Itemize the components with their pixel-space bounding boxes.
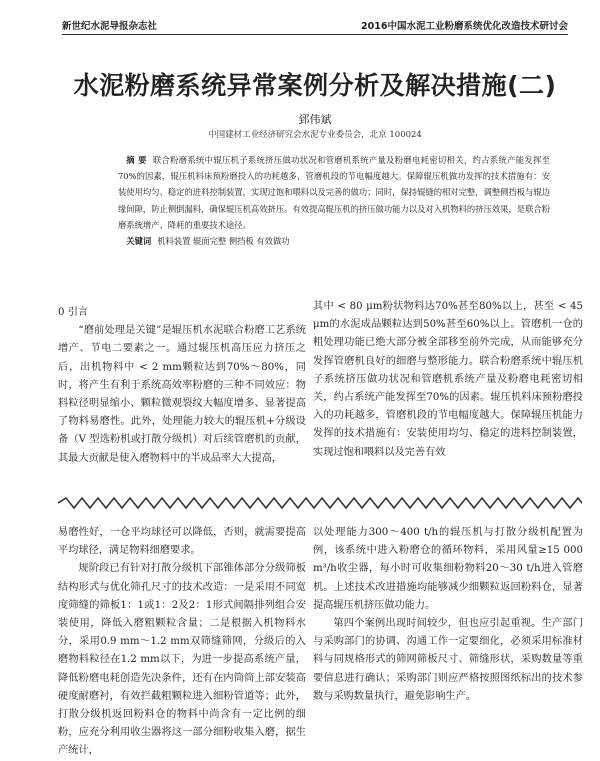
abstract-text: 联合粉磨系统中辊压机子系统挤压做功状况和管磨机系统产量及粉磨电耗密切相关，约占系统产能发挥至70%的因素，辊压机料床预粉磨投入的功耗越多，管磨机段的节电幅度越大。保障辊压机做功发挥的技术措施有：安装使用均匀、稳定的进料控制装置，实现过饱和喂料以及完善的做功；同时，保持辊缝的相对完整，调整侧挡板与辊边缘间隙，防止侧倒漏料，确保辊压机高效挤压。有效提高辊压机的挤压做功能力以及对入机物料的挤压效果，是联合粉磨系统增产、降耗的重要技术途径。	[118, 155, 551, 230]
running-header	[62, 14, 568, 35]
keywords	[118, 233, 550, 249]
column-3	[58, 524, 306, 761]
journal-name: 新世纪水泥导报杂志社	[62, 21, 158, 32]
abstract	[118, 152, 550, 233]
section-heading-intro: 0 引言	[58, 307, 89, 318]
conference-name: 2016中国水泥工业粉磨系统优化改造技术研讨会	[361, 21, 568, 32]
column-4-paragraph-1: 以处理能力300～400 t/h的辊压机与打散分级机配置为例，该系统中进入粉磨仓的循环物料，采用风量≥15 000 m³/h收尘器，每小时可收集细粉物料20～30 t/h进入管磨机。上述技术改进措施均能够减少细颗粒返回粉料仓，显著提高辊压机挤压做功能力。	[313, 527, 583, 611]
column-3-paragraph-1: 易磨性好，一仓平均球径可以降低，否则，就需要提高平均球径，满足物料细磨要求。	[58, 527, 306, 557]
column-2	[313, 298, 583, 462]
column-3-paragraph-2: 规阶段已有针对打散分级机下部锥体部分分级筛板结构形式与优化筛孔尺寸的技术改造：一是采用不同宽度筛缝的筛板1：1或1：2及2：1形式间隔排列组合安装使用，降低入磨粗颗粒含量；二是根据入机物料水分，采用0.9 mm～1.2 mm双筛缝筛网，分级后的入磨物料粒径在1.2 mm以下，为进一步提高系统产量，降低粉磨电耗创造先决条件，还有在内筒筒上部安装高硬度耐磨衬，有效拦截粗颗粒进入细粉管道等；此外，打散分级机返回粉料仓的物料中尚含有一定比例的细粉，应充分利用收尘器将这一部分细粉收集入磨，据生产统计，	[58, 563, 306, 757]
column-1	[58, 304, 306, 468]
keywords-text: 机料装置 辊面完整 侧挡板 有效做功	[157, 236, 290, 247]
column-2-paragraph: 其中 < 80 μm粉状物料达70%甚至80%以上，甚至 < 45 μm的水泥成品颗粒达到50%甚至60%以上。管磨机一仓的粗处理功能已绝大部分被全部移至前外完成，从而能够充分发挥管磨机良好的细磨与整形能力。联合粉磨系统中辊压机子系统挤压做功状况和管磨机系统产量及粉磨电耗密切相关，约占系统产能发挥至70%的因素。辊压机料床预粉磨投入的功耗越多，管磨机段的节电幅度越大。保障辊压机能力发挥的技术措施有：安装使用均匀、稳定的进料控制装置，实现过饱和喂料以及完善有效	[313, 301, 583, 458]
page-break-tear-icon	[58, 496, 582, 510]
author: 郅伟斌	[298, 113, 332, 126]
paper-title: 水泥粉磨系统异常案例分析及解决措施(二)	[73, 71, 557, 100]
abstract-label: 摘 要	[126, 155, 147, 165]
column-4	[313, 524, 583, 706]
affiliation: 中国建材工业经济研究会水泥专业委员会，北京 100024	[208, 130, 422, 140]
column-4-paragraph-2: 第四个案例出现时间较少，但也应引起重视。生产部门与采购部门的协调、沟通工作一定要细化，必须采用标准材料与同规格形式的筛网筛板尺寸、筛缝形状，采购数量等重要信息进行确认；采购部门则应严格按照图纸标出的技术参数与采购数量执行，避免影响生产。	[313, 618, 583, 702]
intro-paragraph: “磨前处理是关键”是辊压机水泥联合粉磨工艺系统增产、节电二要素之一。通过辊压机高压应力挤压之后，出机物料中 < 2 mm颗粒达到70%～80%，同时，将产生有利于系统高效率粉磨的三种不同效应：物料粒径明显缩小、颗粒微观裂纹大幅度增多、显著提高了物料易磨性。此外，处理能力较大的辊压机+分级设备（V 型选粉机或打散分级机）对后续管磨机的贡献，其最大贡献是使入磨物料中的半成品率大大提高，	[58, 325, 306, 464]
keywords-label: 关键词	[126, 236, 152, 247]
abstract-block	[118, 152, 550, 249]
